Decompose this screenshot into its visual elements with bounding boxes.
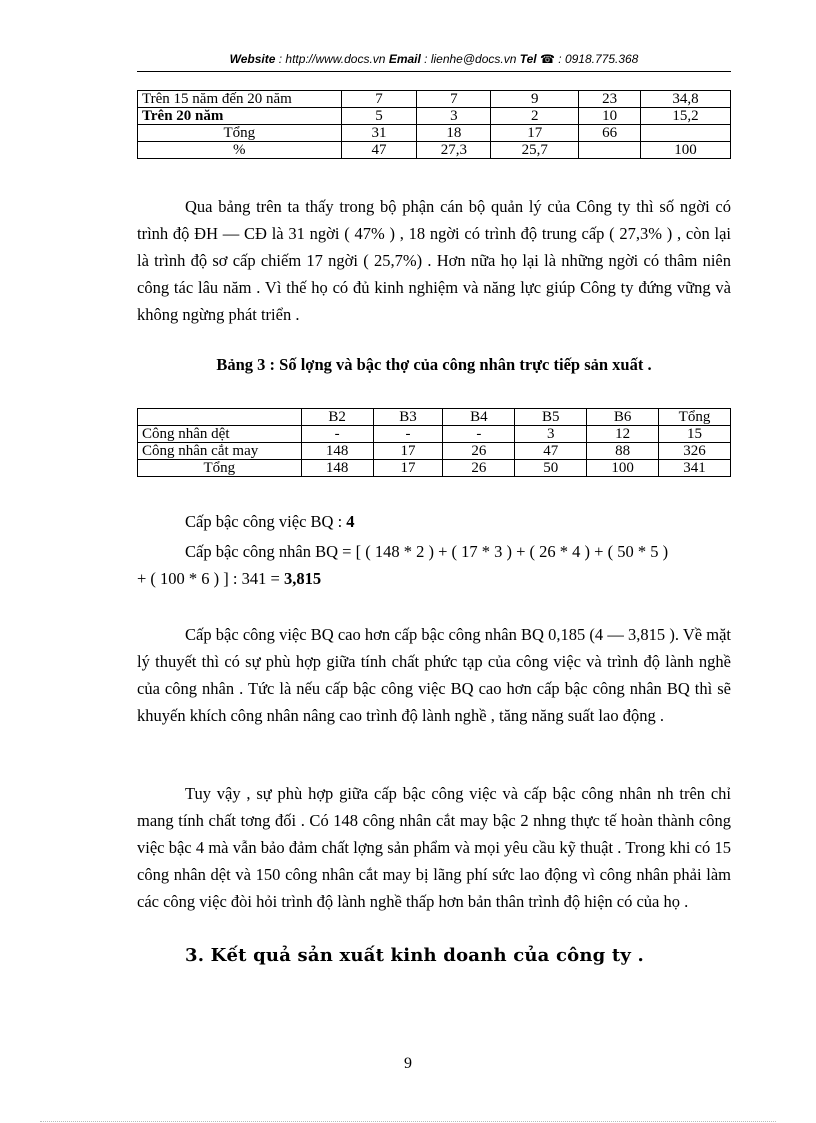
paragraph-level-fit: Tuy vậy , sự phù hợp giữa cấp bậc công việc và cấp bậc công nhân nh trên chỉ mang tính chất tơng đối . Có 148 công nhân cắt may bậc 2 nhng thực tế hoàn thành công việc bậc 4 mà vẫn bảo đảm chất lợng sản phẩm và mọi yêu cầu kỹ thuật . Trong khi có 15 công nhân dệt và 150 công nhân cắt may bị lãng phí sức lao động vì công nhân phải làm các công việc đòi hỏi trình độ lành nghề thấp hơn bản thân trình độ hiện có của họ . bbox=[137, 784, 731, 911]
cell: 148 bbox=[301, 460, 373, 477]
cell: 15,2 bbox=[641, 108, 731, 125]
table-row bbox=[138, 125, 731, 142]
cell: 27,3 bbox=[417, 142, 491, 159]
footer-rule bbox=[40, 1121, 776, 1122]
cell: 7 bbox=[417, 91, 491, 108]
formula-line-2-text: + ( 100 * 6 ) ] : 341 = bbox=[137, 569, 284, 588]
cell: 25,7 bbox=[491, 142, 579, 159]
cell: 17 bbox=[373, 460, 443, 477]
cell: 12 bbox=[587, 426, 659, 443]
cell: - bbox=[301, 426, 373, 443]
email-label: Email bbox=[388, 52, 421, 66]
header-cell bbox=[138, 409, 302, 426]
header-cell: B2 bbox=[301, 409, 373, 426]
cell: 31 bbox=[341, 125, 417, 142]
section-heading: 3. Kết quả sản xuất kinh doanh của công ty . bbox=[185, 945, 644, 966]
email-value: : lienhe@docs.vn bbox=[420, 52, 520, 66]
header-cell: B3 bbox=[373, 409, 443, 426]
cell: 88 bbox=[587, 443, 659, 460]
row-label: Tổng bbox=[138, 125, 342, 142]
row-label: Công nhân dệt bbox=[138, 426, 302, 443]
header-cell: B4 bbox=[443, 409, 515, 426]
table-header-row bbox=[138, 409, 731, 426]
cell: 26 bbox=[443, 460, 515, 477]
tel-label: Tel bbox=[519, 52, 537, 66]
header-cell: B5 bbox=[515, 409, 587, 426]
header-rule bbox=[137, 71, 731, 72]
table3-caption: Bảng 3 : Số lợng và bậc thợ của công nhân trực tiếp sản xuất . bbox=[216, 355, 652, 374]
cell: 34,8 bbox=[641, 91, 731, 108]
cell: 3 bbox=[515, 426, 587, 443]
formula-line-2 bbox=[137, 565, 731, 592]
table-row bbox=[138, 443, 731, 460]
page-number: 9 bbox=[404, 1055, 412, 1072]
cell: 7 bbox=[341, 91, 417, 108]
table-row bbox=[138, 460, 731, 477]
job-level-line bbox=[185, 512, 355, 532]
cell: 15 bbox=[659, 426, 731, 443]
cell: 5 bbox=[341, 108, 417, 125]
cell: 47 bbox=[515, 443, 587, 460]
website-label: Website bbox=[229, 52, 276, 66]
table-worker-grades bbox=[137, 408, 731, 477]
table-row bbox=[138, 142, 731, 159]
cell: 17 bbox=[373, 443, 443, 460]
cell: 3 bbox=[417, 108, 491, 125]
row-label: Trên 15 năm đến 20 năm bbox=[138, 91, 342, 108]
cell: - bbox=[373, 426, 443, 443]
page-header bbox=[137, 52, 731, 66]
formula-line-1: Cấp bậc công nhân BQ = [ ( 148 * 2 ) + ( 17 * 3 ) + ( 26 * 4 ) + ( 50 * 5 ) bbox=[185, 542, 669, 561]
cell: 341 bbox=[659, 460, 731, 477]
table-row bbox=[138, 426, 731, 443]
paragraph-management-summary: Qua bảng trên ta thấy trong bộ phận cán bộ quản lý của Công ty thì số ngời có trình độ ĐH — CĐ là 31 ngời ( 47% ) , 18 ngời có trình độ trung cấp ( 27,3% ) , còn lại là trình độ sơ cấp chiếm 17 ngời ( 25,7%) . Hơn nữa họ lại là những ngời có thâm niên công tác lâu năm . Vì thế họ có đủ kinh nghiệm và năng lực giúp Công ty đứng vững và không ngừng phát triển . bbox=[137, 197, 731, 324]
cell: 26 bbox=[443, 443, 515, 460]
cell: 66 bbox=[579, 125, 641, 142]
worker-level-value: 3,815 bbox=[283, 569, 322, 588]
cell: 100 bbox=[587, 460, 659, 477]
phone-icon: ☎ bbox=[539, 52, 555, 66]
cell: 148 bbox=[301, 443, 373, 460]
table-row bbox=[138, 91, 731, 108]
cell: 326 bbox=[659, 443, 731, 460]
table-row bbox=[138, 108, 731, 125]
cell: 23 bbox=[579, 91, 641, 108]
cell: 18 bbox=[417, 125, 491, 142]
header-cell: Tổng bbox=[659, 409, 731, 426]
cell: 50 bbox=[515, 460, 587, 477]
table-cadre-seniority bbox=[137, 90, 731, 159]
row-label: % bbox=[138, 142, 342, 159]
row-label: Tổng bbox=[138, 460, 302, 477]
row-label: Công nhân cắt may bbox=[138, 443, 302, 460]
cell: 10 bbox=[579, 108, 641, 125]
tel-value: : 0918.775.368 bbox=[554, 52, 639, 66]
cell: 100 bbox=[641, 142, 731, 159]
worker-level-formula bbox=[137, 538, 731, 592]
job-level-label: Cấp bậc công việc BQ : bbox=[185, 512, 347, 531]
cell bbox=[641, 125, 731, 142]
cell: 47 bbox=[341, 142, 417, 159]
paragraph-level-comparison: Cấp bậc công việc BQ cao hơn cấp bậc công nhân BQ 0,185 (4 — 3,815 ). Về mặt lý thuyết thì có sự phù hợp giữa tính chất phức tạp của công việc và trình độ lành nghề của công nhân . Tức là nếu cấp bậc công việc BQ cao hơn cấp bậc công nhân BQ thì sẽ khuyến khích công nhân nâng cao trình độ lành nghề , tăng năng suất lao động . bbox=[137, 625, 731, 725]
cell: - bbox=[443, 426, 515, 443]
cell bbox=[579, 142, 641, 159]
website-value: : http://www.docs.vn bbox=[275, 52, 389, 66]
row-label: Trên 20 năm bbox=[138, 108, 342, 125]
cell: 2 bbox=[491, 108, 579, 125]
job-level-value: 4 bbox=[346, 512, 355, 531]
cell: 9 bbox=[491, 91, 579, 108]
cell: 17 bbox=[491, 125, 579, 142]
header-cell: B6 bbox=[587, 409, 659, 426]
